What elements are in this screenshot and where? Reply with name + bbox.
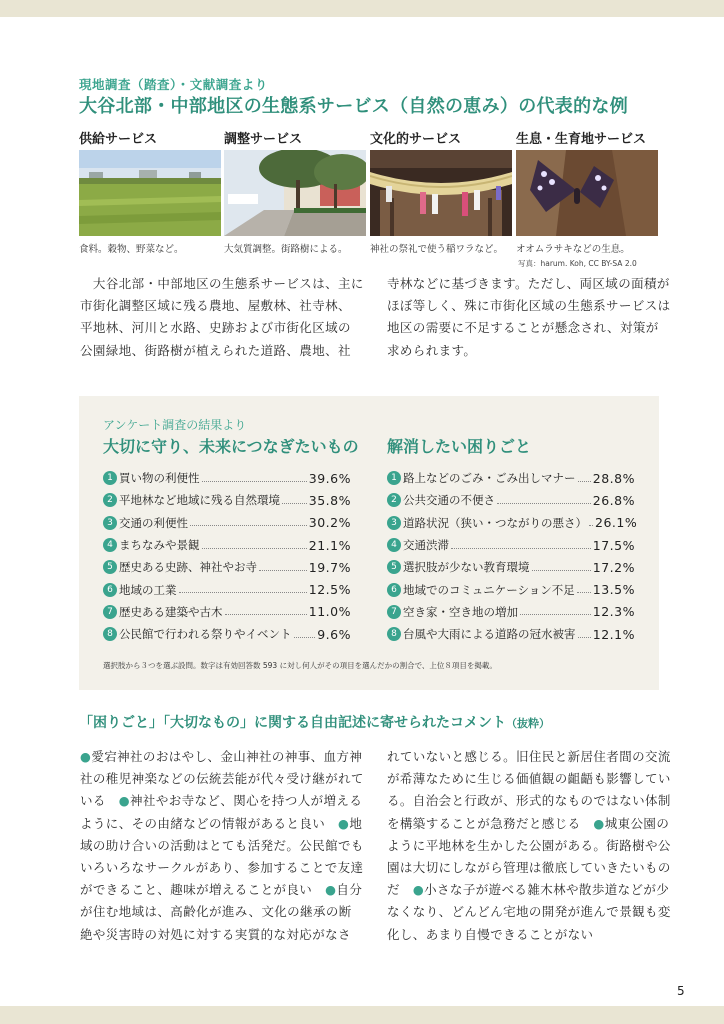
rank-number: 3 [387,516,401,530]
comment-text: なくなり、どんどん宅地の開発が進んで景観も変 [387,904,671,920]
comment-line [80,835,364,857]
ranking-percent: 9.6% [317,626,351,642]
ranking-label: 地域の工業 [119,582,177,597]
comment-line [387,835,671,857]
service-regulating [224,128,366,255]
ranking-row [103,467,351,489]
comment-text: 化し、あまり自慢できることがない [387,926,594,942]
rank-number: 5 [103,560,117,574]
comment-text: ように、その由緒などの情報があると良い [80,815,339,831]
ranking-label: 道路状況（狭い・つながりの悪さ） [403,515,587,530]
rank-number: 5 [387,560,401,574]
intro-line: 地区の需要に不足することが懸念され、対策が [387,320,659,336]
ranking-row [387,467,635,489]
service-title: 供給サービス [79,132,158,147]
comment-line [80,813,364,835]
ranking-row [387,489,635,511]
problems-heading: 解消したい困りごと [387,437,532,456]
comments-heading [79,712,550,732]
intro-line: 求められます。 [387,342,477,358]
rank-number: 7 [103,605,117,619]
leader-dots [520,614,591,615]
ranking-label: まちなみや景観 [119,538,200,553]
intro-right-column [387,273,671,362]
rank-number: 4 [103,538,117,552]
leader-dots [202,548,307,549]
comment-text: れていないと感じる。旧住民と新居住者間の交流 [387,749,671,764]
comment-line [387,813,671,835]
ranking-label: 公民館で行われる祭りやイベント [119,627,292,642]
ranking-percent: 12.3% [592,604,635,620]
comment-line [80,879,364,901]
service-title: 生息・生育地サービス [516,132,647,147]
ranking-percent: 11.0% [308,604,351,620]
page-title: 大谷北部・中部地区の生態系サービス（自然の恵み）の代表的な例 [79,96,628,117]
intro-line: 公園緑地、街路樹が植えられた道路、農地、社 [80,342,351,358]
page-number: 5 [677,984,685,998]
bullet-icon: ● [412,882,425,898]
ranking-row [103,578,351,600]
service-habitat [516,128,658,255]
ranking-percent: 17.2% [592,559,635,575]
bullet-icon: ● [325,882,337,898]
service-caption: 神社の祭礼で使う稲ワラなど。 [370,244,504,255]
comment-line [80,857,364,879]
survey-note: 選択肢から３つを選ぶ設問。数字は有効回答数 593 に対し何人がその項目を選んだかの割合で、上位８項目を掲載。 [103,661,497,670]
comment-text: 小さな子が遊べる雑木林や散歩道などが少 [424,882,670,898]
comment-text: る。自治会と行政が、形式的なものではない体制 [387,793,671,809]
service-caption: オオムラサキなどの生息。 [516,244,630,255]
rank-number: 2 [103,493,117,507]
intro-line: 平地林、河川と水路、史跡および市街化区域の [80,320,351,336]
ranking-row [387,512,638,534]
rank-number: 1 [387,471,401,485]
service-caption: 大気質調整。街路樹による。 [224,244,348,255]
survey-panel [79,396,659,690]
comments-heading-text: 「困りごと」「大切なもの」に関する自由記述に寄せられたコメント [79,715,506,731]
leader-dots [202,481,307,482]
comment-line [80,768,364,790]
comment-line [80,901,364,923]
comment-line [387,924,671,946]
ranking-label: 公共交通の不便さ [403,493,495,508]
ranking-label: 交通渋滞 [403,538,449,553]
ranking-label: 路上などのごみ・ごみ出しマナー [403,471,576,486]
rank-number: 2 [387,493,401,507]
service-cultural [370,128,512,255]
ranking-row [103,512,351,534]
service-title: 調整サービス [224,132,303,147]
service-caption: 食料。穀物、野菜など。 [79,244,184,255]
leader-dots [190,525,307,526]
ranking-row [103,489,351,511]
comment-line [80,924,364,946]
rice-field-photo [79,150,221,236]
ranking-label: 空き家・空き地の増加 [403,604,518,619]
treasure-ranking [103,467,351,645]
butterfly-photo [516,150,658,236]
ranking-percent: 12.1% [592,626,635,642]
rank-number: 3 [103,516,117,530]
photo-credit: 写真：harum. Koh, CC BY-SA 2.0 [518,259,637,268]
ranking-label: 買い物の利便性 [119,471,200,486]
comment-text: いろいろなサークルがあり、参加することで友達 [80,860,364,876]
leader-dots [578,481,591,482]
ranking-row [103,623,351,645]
ranking-row [387,601,635,623]
comment-text: 城東公園の [604,815,670,831]
intro-left-column [80,273,364,362]
rank-number: 6 [387,583,401,597]
comment-text: 絶や災害時の対処に対する実質的な対応がなさ [80,926,351,942]
ranking-label: 地域でのコミュニケーション不足 [403,582,575,597]
intro-line: 寺林などに基づきます。ただし、両区域の面積が [387,276,670,291]
top-band [0,0,724,17]
intro-line: ほぼ等しく、殊に市街化区域の生態系サービスは [387,298,671,314]
ranking-row [103,534,351,556]
leader-dots [497,503,591,504]
leader-dots [225,614,307,615]
problems-ranking [387,467,638,645]
bullet-icon: ● [118,793,131,809]
ranking-percent: 26.1% [595,515,638,531]
comment-text: ように平地林を生かした公園がある。街路樹や公 [387,837,671,853]
ranking-row [387,534,635,556]
comments-right-column [387,746,671,946]
comment-line [387,901,671,923]
comment-text: を構築することが急務だと感じる [387,815,594,831]
ranking-label: 歴史ある建築や古木 [119,604,223,619]
leader-dots [532,570,591,571]
comment-text: 自分 [336,882,363,898]
ranking-row [387,623,635,645]
comment-text: 園は大切にしながら管理は徹底していきたいもの [387,860,671,876]
leader-dots [451,548,591,549]
ranking-row [103,601,351,623]
ranking-percent: 12.5% [308,582,351,598]
service-title: 文化的サービス [370,132,462,147]
bullet-icon: ● [80,749,92,764]
comment-text: が希薄なために生じる価値観の齟齬も影響してい [387,771,671,787]
comment-line [387,879,671,901]
leader-dots [578,637,591,638]
intro-line: 大谷北部・中部地区の生態系サービスは、主に [80,276,364,291]
rank-number: 8 [103,627,117,641]
comments-heading-suffix: （抜粋） [506,717,550,730]
ranking-percent: 21.1% [308,537,351,553]
shrine-rope-photo [370,150,512,236]
ranking-percent: 17.5% [592,537,635,553]
comment-text: いる [80,793,119,809]
ranking-label: 交通の利便性 [119,515,188,530]
ranking-percent: 19.7% [308,559,351,575]
ranking-label: 歴史ある史跡、神社やお寺 [119,560,257,575]
service-provisioning [79,128,221,255]
ranking-percent: 13.5% [592,582,635,598]
rank-number: 1 [103,471,117,485]
ranking-percent: 35.8% [308,492,351,508]
ranking-row [103,556,351,578]
rank-number: 4 [387,538,401,552]
leader-dots [282,503,307,504]
comment-text: だ [387,882,413,898]
comment-text: 愛宕神社のおはやし、金山神社の神事、血方神 [91,749,363,764]
comment-text: 神社やお寺など、関心を持つ人が増える [130,793,363,809]
comment-line [387,790,671,812]
ranking-label: 台風や大雨による道路の冠水被害 [403,627,576,642]
leader-dots [179,592,307,593]
comment-text: 地 [349,815,363,831]
comment-line [387,857,671,879]
rank-number: 7 [387,605,401,619]
street-trees-photo [224,150,366,236]
comment-line [387,746,671,768]
comment-text: 社の稚児神楽などの伝統芸能が代々受け継がれて [80,771,364,787]
intro-line: 市街化調整区域に残る農地、屋敷林、社寺林、 [80,298,351,314]
leader-dots [259,570,307,571]
rank-number: 6 [103,583,117,597]
leader-dots [294,637,316,638]
survey-kicker: アンケート調査の結果より [103,418,247,432]
ranking-percent: 39.6% [308,470,351,486]
rank-number: 8 [387,627,401,641]
comment-text: ができること、趣味が増えることが良い [80,882,326,898]
section-kicker: 現地調査（踏査）・文献調査より [79,77,268,92]
bullet-icon: ● [593,815,605,831]
leader-dots [589,525,593,526]
ranking-row [387,556,635,578]
ranking-label: 選択肢が少ない教育環境 [403,560,530,575]
ranking-percent: 28.8% [592,470,635,486]
leader-dots [577,592,591,593]
treasure-heading: 大切に守り、未来につなぎたいもの [103,437,359,456]
ranking-percent: 26.8% [592,492,635,508]
bottom-band [0,1006,724,1024]
ranking-label: 平地林など地域に残る自然環境 [119,493,280,508]
comment-line [80,790,364,812]
comment-line [80,746,364,768]
ranking-row [387,578,635,600]
comment-line [387,768,671,790]
comment-text: が住む地域は、高齢化が進み、文化の継承の断 [80,904,352,920]
comment-text: 域の助け合いの活動はとても活発だ。公民館でも [80,837,364,853]
ranking-percent: 30.2% [308,515,351,531]
bullet-icon: ● [338,815,350,831]
comments-left-column [80,746,364,946]
